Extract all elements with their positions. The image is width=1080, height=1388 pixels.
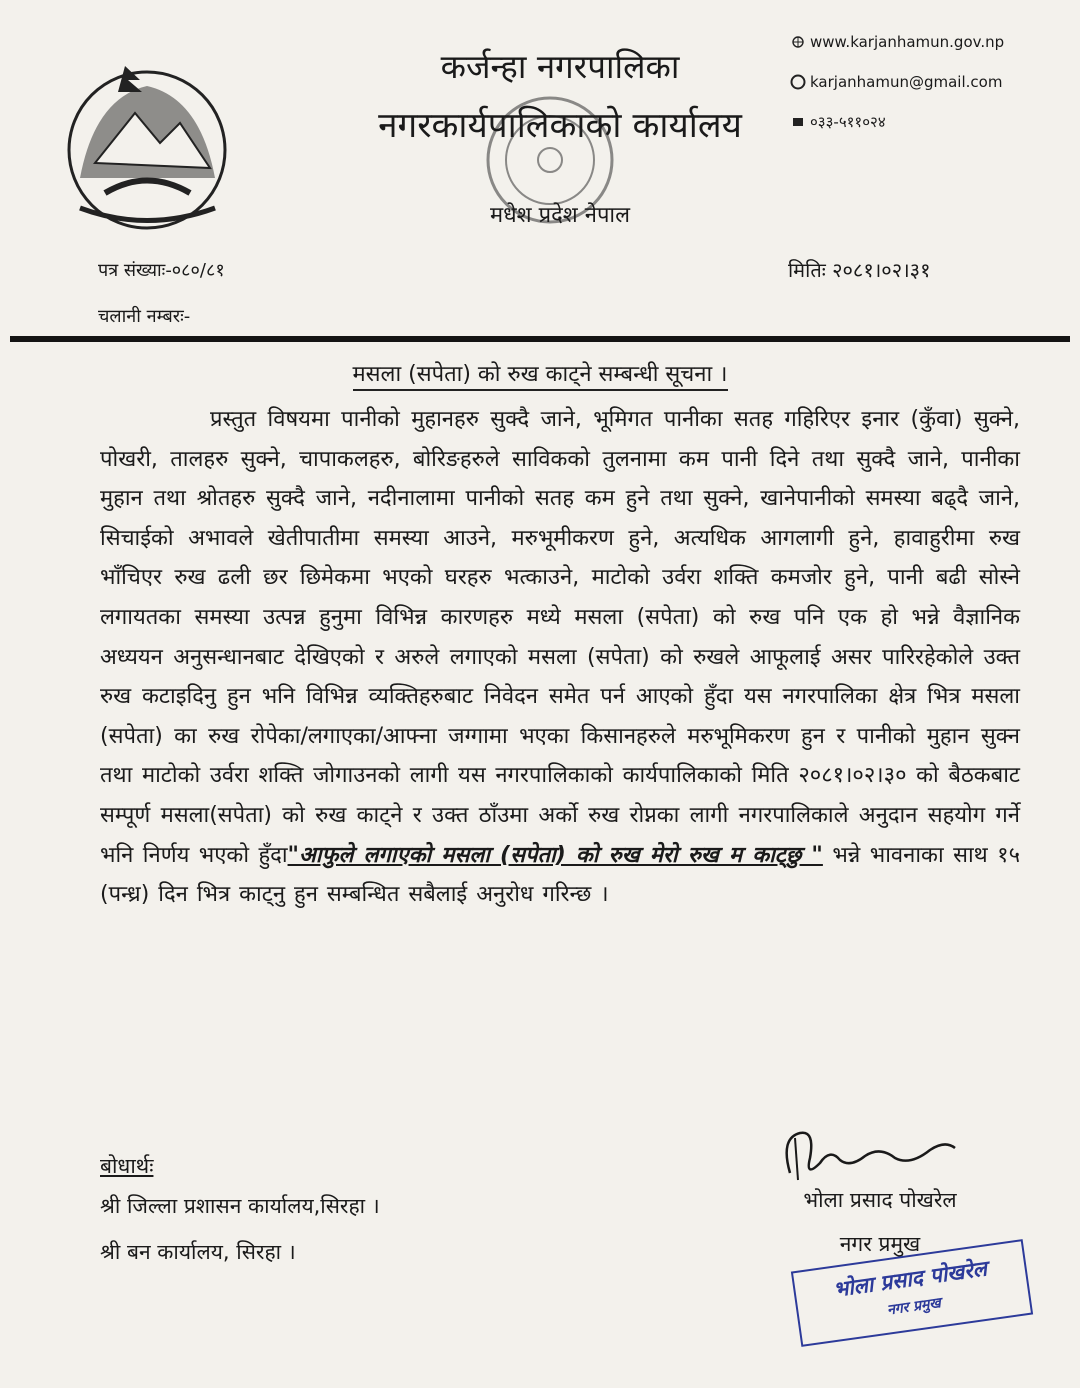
contact-info xyxy=(790,30,1004,150)
body-quote: "आफुले लगाएको मसला (सपेता) को रुख मेरो रुख म काट्छु " xyxy=(287,842,823,868)
copy-to-item: श्री बन कार्यालय, सिरहा । xyxy=(100,1240,296,1264)
email-link[interactable]: karjanhamun@gmail.com xyxy=(810,73,1003,91)
office-name: नगरकार्यपालिकाको कार्यालय xyxy=(378,106,742,146)
website-link[interactable]: www.karjanhamun.gov.np xyxy=(810,33,1005,51)
letterhead xyxy=(300,45,820,231)
phone-icon xyxy=(790,114,806,130)
copy-to-section xyxy=(100,1150,380,1282)
body-main: प्रस्तुत विषयमा पानीको मुहानहरु सुक्दै जाने, भूमिगत पानीका सतह गहिरिएर इनार (कुँवा) सुक्ने, पोखरी, तालहरु सुक्ने, चापाकलहरु, बोरिङहरुले साविकको तुलनामा कम पानी दिने तथा सुक्दै जाने, पानीका मुहान तथा श्रोतहरु सुक्दै जाने, नदीनालामा पानीको सतह कम हुने तथा सुक्ने, खानेपानीको समस्या बढ्दै जाने, सिचाईको अभावले खेतीपातीमा समस्या आउने, मरुभूमीकरण हुने, अत्यधिक आगलागी हुने, हावाहुरीमा रुख भाँचिएर रुख ढली छर छिमेकमा भएको घरहरु भत्काउने, माटोको उर्वरा शक्ति कमजोर हुने, पानी बढी सोस्ने लगायतका समस्या उत्पन्न हुनुमा विभिन्न कारणहरु मध्ये मसला (सपेता) को रुख पनि एक हो भन्ने वैज्ञानिक अध्ययन अनुसन्धानबाट देखिएको र अरुले लगाएको मसला (सपेता) को रुखले आफूलाई असर पारिरहेकोले उक्त रुख कटाइदिनु हुन भनि विभिन्न व्यक्तिहरुबाट निवेदन समेत पर्न आएको हुँदा यस नगरपालिका क्षेत्र भित्र मसला (सपेता) का रुख रोपेका/लगाएका/आफ्ना जग्गामा भएका किसानहरुले मरुभूमिकरण हुन र पानीको मुहान सुक्न तथा माटोको उर्वरा शक्ति जोगाउनको लागी यस नगरपालिकाको कार्यपालिकाको मिति २०८१।०२।३० को बैठकबाट सम्पूर्ण मसला(सपेता) को रुख काट्ने र उक्त ठाँउमा अर्को रुख रोप्नका लागी नगरपालिकाले अनुदान सहयोग गर्ने भनि निर्णय भएको हुँदा xyxy=(100,407,1020,868)
stamp-name: भोला प्रसाद पोखरेल xyxy=(831,1256,989,1302)
nepal-emblem-logo xyxy=(50,58,245,233)
signatory-name: भोला प्रसाद पोखरेल xyxy=(803,1188,957,1212)
letter-number: पत्र संख्याः-०८०/८१ xyxy=(98,260,225,281)
globe-icon xyxy=(790,34,806,50)
header-divider xyxy=(10,336,1070,342)
office-address: मधेश प्रदेश नेपाल xyxy=(489,203,631,228)
copy-to-item: श्री जिल्ला प्रशासन कार्यालय,सिरहा । xyxy=(100,1194,380,1218)
municipality-name: कर्जन्हा नगरपालिका xyxy=(440,47,680,86)
stamp-title: नगर प्रमुख xyxy=(886,1295,942,1319)
signatory-title: नगर प्रमुख xyxy=(839,1232,921,1256)
phone-number: ०३३-५११०२४ xyxy=(810,113,886,131)
subject-line xyxy=(0,358,1080,388)
letter-date: मितिः २०८१।०२।३१ xyxy=(788,258,931,282)
email-icon xyxy=(790,74,806,90)
subject-text: मसला (सपेता) को रुख काट्ने सम्बन्धी सूचना । xyxy=(353,362,728,391)
copy-to-label: बोधार्थः xyxy=(100,1154,154,1178)
dispatch-number: चलानी नम्बरः- xyxy=(98,306,191,327)
email-row[interactable] xyxy=(790,70,1004,94)
letter-body xyxy=(100,400,1020,915)
phone-row xyxy=(790,110,1004,134)
website-row[interactable] xyxy=(790,30,1004,54)
body-closing: भन्ने भावनाका साथ १५ (पन्ध्र) दिन भित्र काट्नु हुन सम्बन्धित सबैलाई अनुरोध गरिन्छ । xyxy=(100,842,1021,908)
handwritten-signature xyxy=(770,1118,970,1188)
